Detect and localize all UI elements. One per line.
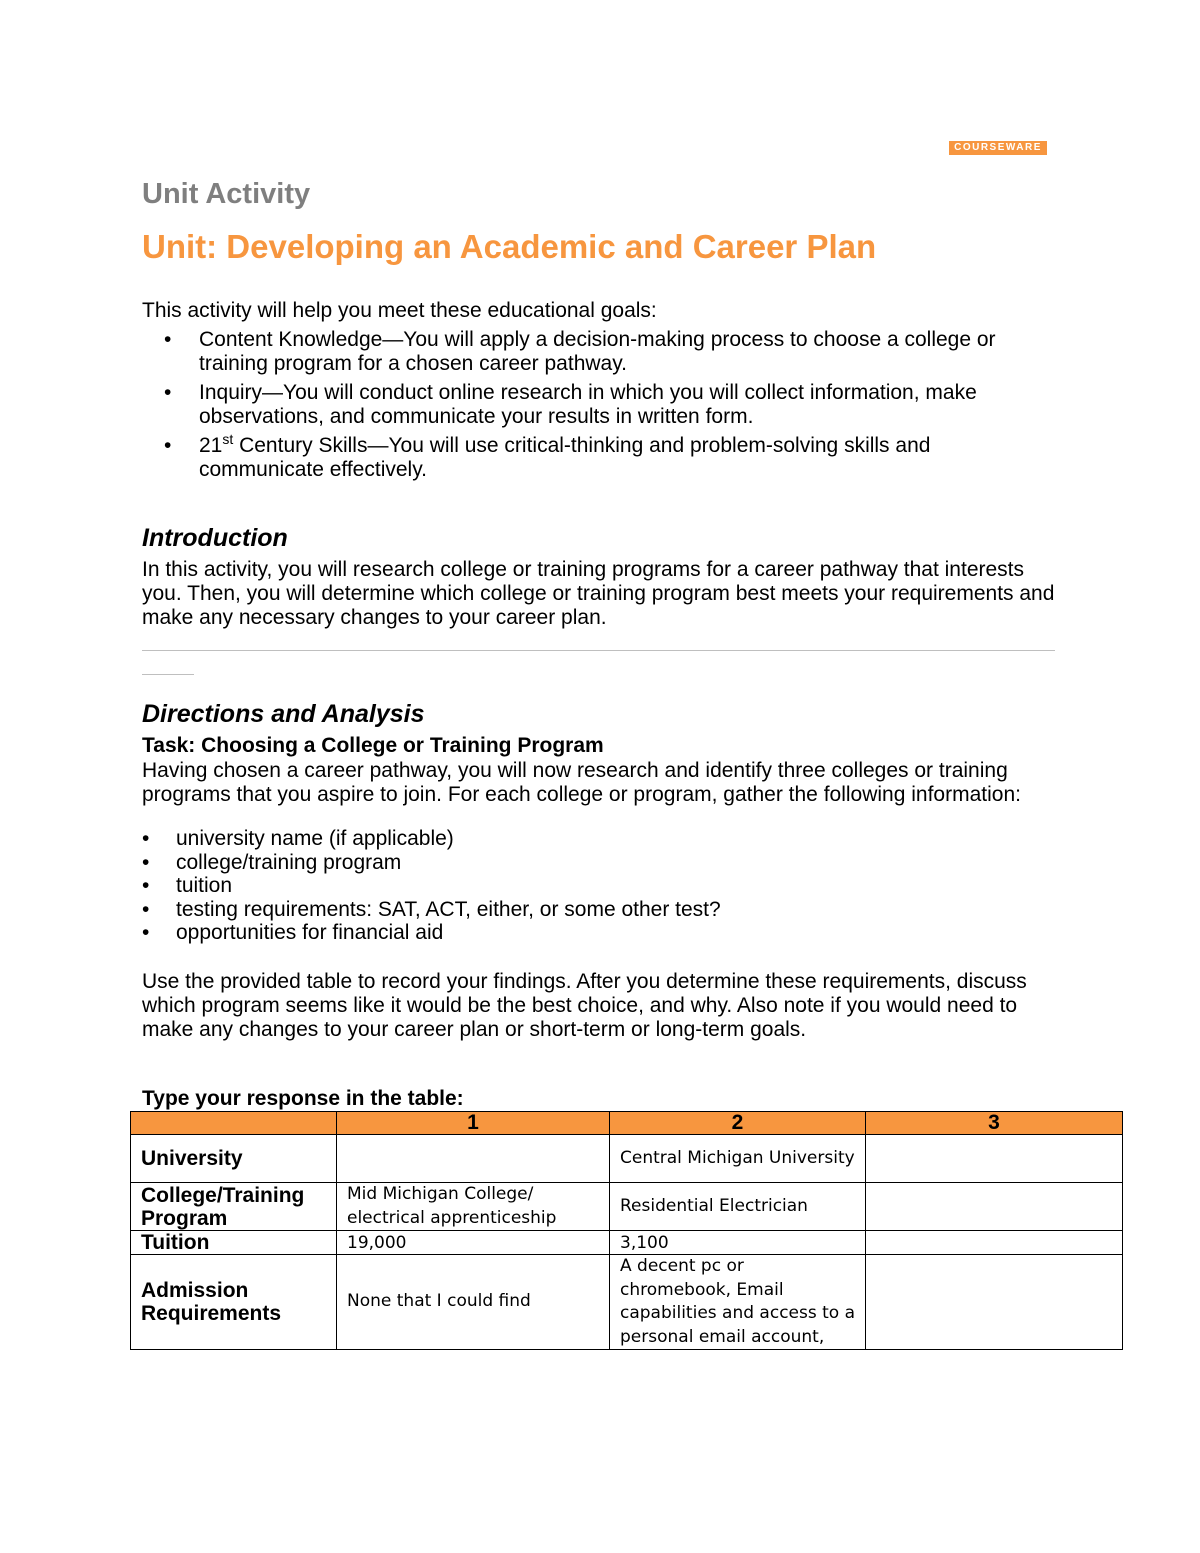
goals-intro: This activity will help you meet these educational goals: xyxy=(142,299,657,322)
list-item: • testing requirements: SAT, ACT, either, or some other test? xyxy=(140,898,1020,922)
separator-line xyxy=(142,674,194,675)
goals-list xyxy=(160,328,1040,487)
table-prompt: Type your response in the table: xyxy=(142,1087,464,1110)
list-item: • tuition xyxy=(140,874,1020,898)
response-cell[interactable]: A decent pc or chromebook, Email capabilities and access to a personal email account, xyxy=(610,1255,866,1350)
introduction-body: In this activity, you will research college or training programs for a career pathway that interests you. Then, you will determine which college or training program best meets your requirements and make any necessary changes to your career plan. xyxy=(142,558,1055,629)
response-cell[interactable]: 3,100 xyxy=(610,1231,866,1255)
response-cell[interactable] xyxy=(866,1231,1123,1255)
row-label: College/Training Program xyxy=(131,1183,337,1231)
column-header: 2 xyxy=(610,1112,866,1135)
unit-activity-label: Unit Activity xyxy=(142,178,311,210)
closing-instructions: Use the provided table to record your findings. After you determine these requirements, discuss which program seems like it would be the best choice, and why. Also note if you would need to make any changes to your career plan or short-term or long-term goals. xyxy=(142,970,1027,1041)
introduction-heading: Introduction xyxy=(142,524,288,552)
response-cell[interactable]: Residential Electrician xyxy=(610,1183,866,1231)
response-cell[interactable]: Mid Michigan College/ electrical apprenticeship xyxy=(337,1183,610,1231)
goal-item xyxy=(160,431,1040,481)
directions-heading: Directions and Analysis xyxy=(142,700,425,728)
table-header-row xyxy=(131,1112,1123,1135)
table-row xyxy=(131,1231,1123,1255)
goal-item: • Inquiry—You will conduct online research in which you will collect information, make observations, and communicate your results in written form. xyxy=(160,381,1040,428)
response-cell[interactable]: None that I could find xyxy=(337,1255,610,1350)
goal-prefix: 21 xyxy=(199,434,223,457)
page-title: Unit: Developing an Academic and Career Plan xyxy=(142,228,877,265)
row-label: Tuition xyxy=(131,1231,337,1255)
response-table xyxy=(130,1111,1123,1350)
separator-line xyxy=(142,650,1055,651)
response-cell[interactable] xyxy=(866,1135,1123,1183)
row-label: Admission Requirements xyxy=(131,1255,337,1350)
response-cell[interactable] xyxy=(866,1183,1123,1231)
list-item: • university name (if applicable) xyxy=(140,827,1020,851)
response-cell[interactable]: Central Michigan University xyxy=(610,1135,866,1183)
goal-item: • Content Knowledge—You will apply a decision-making process to choose a college or training program for a chosen career pathway. xyxy=(160,328,1040,375)
row-label: University xyxy=(131,1135,337,1183)
courseware-badge: COURSEWARE xyxy=(949,141,1047,155)
task-body: Having chosen a career pathway, you will now research and identify three colleges or training programs that you aspire to join. For each college or program, gather the following information: xyxy=(142,759,1021,806)
list-item: • opportunities for financial aid xyxy=(140,921,1020,945)
list-item: • college/training program xyxy=(140,851,1020,875)
task-heading: Task: Choosing a College or Training Program xyxy=(142,734,604,757)
response-cell[interactable] xyxy=(337,1135,610,1183)
column-header: 1 xyxy=(337,1112,610,1135)
column-header xyxy=(131,1112,337,1135)
table-row xyxy=(131,1135,1123,1183)
goal-superscript: st xyxy=(222,431,234,447)
response-cell[interactable]: 19,000 xyxy=(337,1231,610,1255)
table-row xyxy=(131,1255,1123,1350)
goal-rest: Century Skills—You will use critical-thinking and problem-solving skills and communicate effectively. xyxy=(199,434,931,481)
table-row xyxy=(131,1183,1123,1231)
column-header: 3 xyxy=(866,1112,1123,1135)
response-cell[interactable] xyxy=(866,1255,1123,1350)
requirements-list xyxy=(140,827,1020,945)
